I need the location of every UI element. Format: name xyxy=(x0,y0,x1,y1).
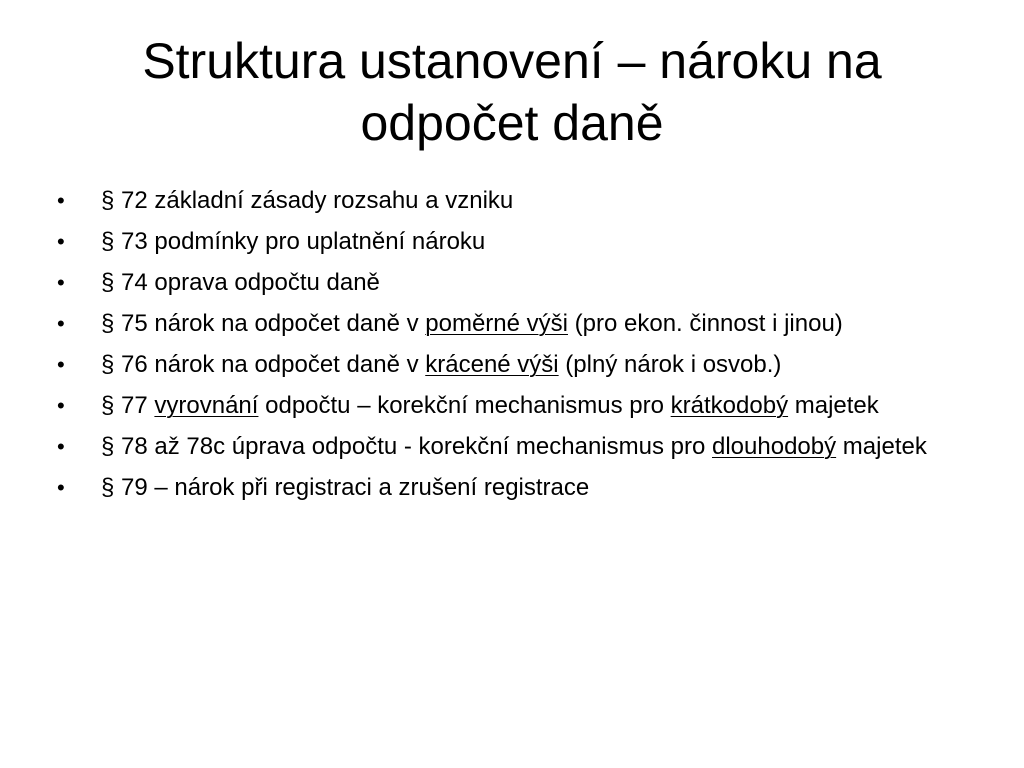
bullet-item xyxy=(57,225,937,258)
slide-title: Struktura ustanovení – nároku na odpočet daně xyxy=(142,33,882,151)
bullet-text: (pro ekon. činnost i jinou) xyxy=(567,310,843,337)
bullet-dot-icon: • xyxy=(57,229,65,254)
bullet-text: odpočtu – korekční mechanismus pro xyxy=(258,392,671,419)
bullet-underlined-text: krátkodobý xyxy=(670,392,789,419)
bullet-dot-icon: • xyxy=(57,475,65,500)
bullet-dot-icon: • xyxy=(57,188,65,213)
bullet-text: § 77 xyxy=(101,392,155,419)
bullet-list xyxy=(57,184,937,512)
bullet-item xyxy=(57,471,937,504)
bullet-text: § 73 podmínky pro uplatnění nároku xyxy=(101,228,486,255)
bullet-underlined-text: vyrovnání xyxy=(154,392,259,419)
bullet-underlined-text: poměrné výši xyxy=(425,310,568,337)
bullet-text: § 72 základní zásady rozsahu a vzniku xyxy=(101,187,514,214)
bullet-dot-icon: • xyxy=(57,434,65,459)
bullet-text: (plný nárok i osvob.) xyxy=(558,351,782,378)
bullet-text: majetek xyxy=(836,433,927,460)
bullet-text: § 74 oprava odpočtu daně xyxy=(101,269,380,296)
bullet-text: § 78 až 78c úprava odpočtu - korekční mechanismus pro xyxy=(101,433,712,460)
bullet-item xyxy=(57,266,937,299)
bullet-dot-icon: • xyxy=(57,311,65,336)
bullet-item xyxy=(57,184,937,217)
bullet-text: § 75 nárok na odpočet daně v xyxy=(101,310,426,337)
bullet-underlined-text: krácené výši xyxy=(425,351,559,378)
bullet-dot-icon: • xyxy=(57,270,65,295)
bullet-text: majetek xyxy=(788,392,879,419)
bullet-item xyxy=(57,307,937,340)
bullet-item xyxy=(57,430,937,463)
bullet-text: § 79 – nárok při registraci a zrušení registrace xyxy=(101,474,590,501)
bullet-item xyxy=(57,348,937,381)
bullet-text: § 76 nárok na odpočet daně v xyxy=(101,351,426,378)
bullet-dot-icon: • xyxy=(57,352,65,377)
bullet-underlined-text: dlouhodobý xyxy=(712,433,837,460)
bullet-item xyxy=(57,389,937,422)
bullet-dot-icon: • xyxy=(57,393,65,418)
